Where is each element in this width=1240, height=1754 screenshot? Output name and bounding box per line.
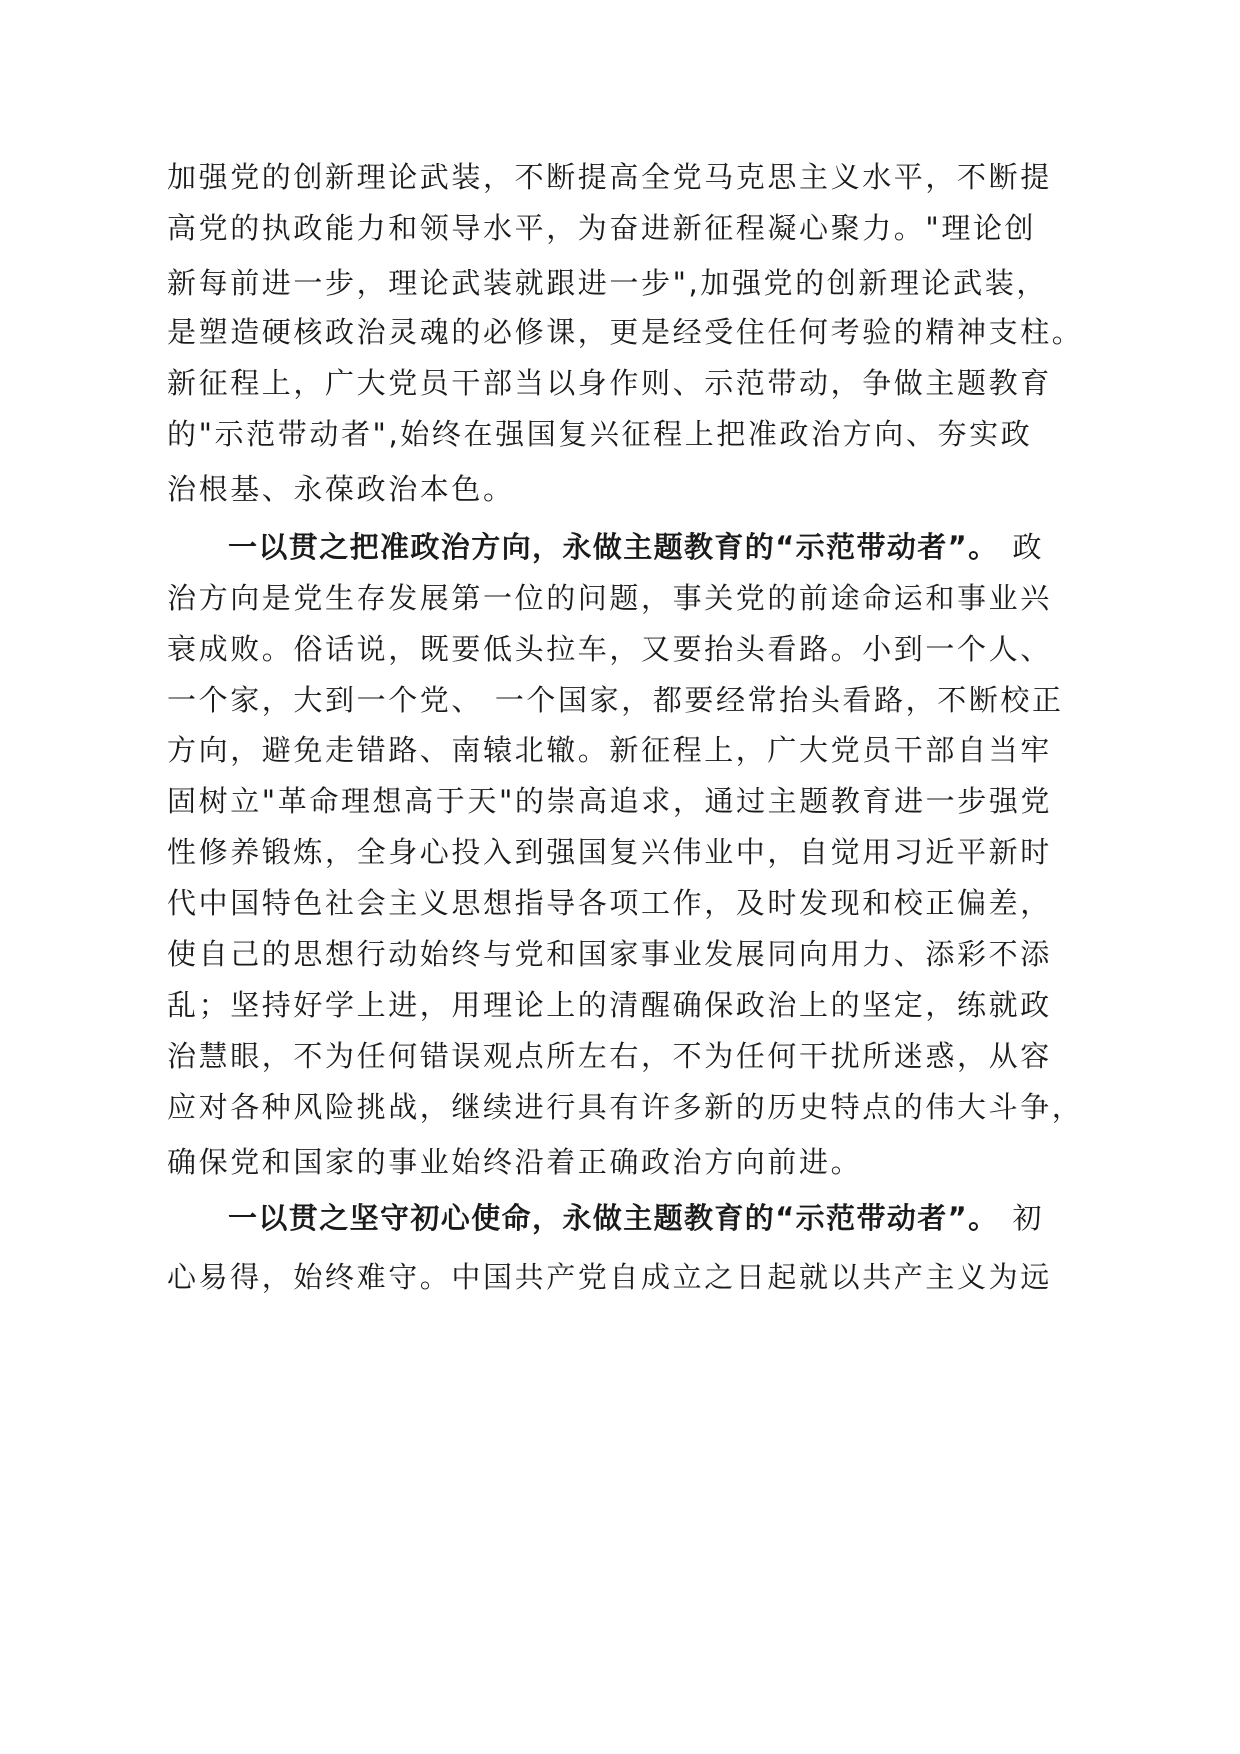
section-heading-1-tail: 政 <box>1012 530 1043 564</box>
paragraph-2-line-1: 治方向是党生存发展第一位的问题，事关党的前途命运和事业兴 <box>167 581 1052 615</box>
paragraph-2-line-8: 使自己的思想行动始终与党和国家事业发展同向用力、添彩不添 <box>167 937 1052 971</box>
section-heading-1 <box>228 523 1088 571</box>
section-heading-2-text: 一以贯之坚守初心使命，永做主题教育的“示范带动者”。 <box>228 1201 999 1235</box>
paragraph-1-line-4: 是塑造硬核政治灵魂的必修课，更是经受住任何考验的精神支柱。 <box>167 315 1084 349</box>
paragraph-2-line-2: 衰成败。俗话说，既要低头拉车，又要抬头看路。小到一个人、 <box>167 632 1052 666</box>
paragraph-2-line-3: 一个家，大到一个党、 一个国家，都要经常抬头看路，不断校正 <box>167 683 1064 717</box>
paragraph-2-line-12: 确保党和国家的事业始终沿着正确政治方向前进。 <box>167 1145 863 1179</box>
paragraph-1-line-3: 新每前进一步，理论武装就跟进一步",加强党的创新理论武装， <box>167 266 1048 300</box>
paragraph-2-line-9: 乱；坚持好学上进，用理论上的清醒确保政治上的坚定，练就政 <box>167 988 1052 1022</box>
section-heading-1-text: 一以贯之把准政治方向，永做主题教育的“示范带动者”。 <box>228 530 999 564</box>
paragraph-1-line-5: 新征程上，广大党员干部当以身作则、示范带动，争做主题教育 <box>167 366 1052 400</box>
paragraph-1-line-6: 的"示范带动者",始终在强国复兴征程上把准政治方向、夯实政 <box>167 417 1033 451</box>
paragraph-2-line-4: 方向，避免走错路、南辕北辙。新征程上，广大党员干部自当牢 <box>167 733 1052 767</box>
paragraph-2-line-5: 固树立"革命理想高于天"的崇高追求，通过主题教育进一步强党 <box>167 784 1053 818</box>
paragraph-1-line-7: 治根基、永葆政治本色。 <box>167 472 515 506</box>
section-heading-2 <box>228 1194 1088 1242</box>
section-heading-2-tail: 初 <box>1012 1201 1043 1235</box>
paragraph-2-line-7: 代中国特色社会主义思想指导各项工作，及时发现和校正偏差， <box>167 886 1052 920</box>
paragraph-1-line-2: 高党的执政能力和领导水平，为奋进新征程凝心聚力。"理论创 <box>167 211 1037 245</box>
paragraph-1-line-1: 加强党的创新理论武装，不断提高全党马克思主义水平，不断提 <box>167 160 1052 194</box>
paragraph-2-line-6: 性修养锻炼，全身心投入到强国复兴伟业中，自觉用习近平新时 <box>167 835 1052 869</box>
paragraph-2-line-10: 治慧眼，不为任何错误观点所左右，不为任何干扰所迷惑，从容 <box>167 1039 1052 1073</box>
paragraph-2-line-11: 应对各种风险挑战，继续进行具有许多新的历史特点的伟大斗争， <box>167 1090 1084 1124</box>
paragraph-3-line-1: 心易得，始终难守。中国共产党自成立之日起就以共产主义为远 <box>167 1260 1052 1294</box>
